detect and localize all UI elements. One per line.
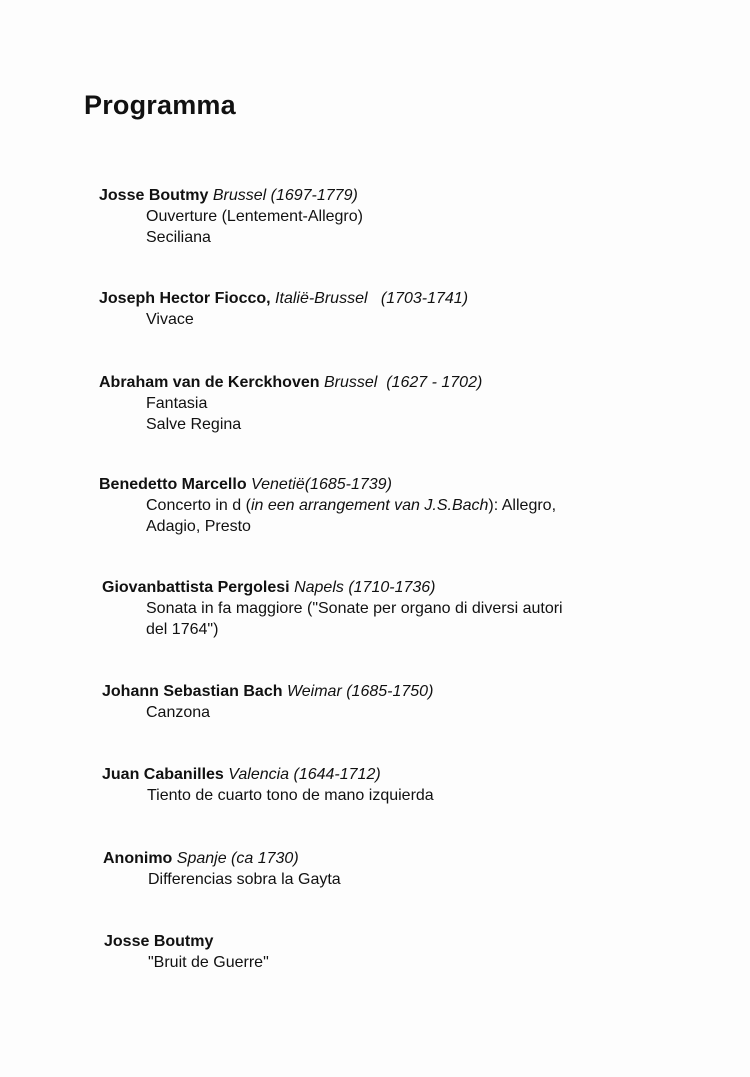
composer-place-dates: Spanje (ca 1730) (176, 850, 299, 867)
composer-place-dates: Brussel (1627 - 1702) (323, 374, 483, 391)
work-title: "Bruit de Guerre" (148, 954, 269, 971)
composer-line (99, 288, 468, 309)
composer-name: Benedetto Marcello (99, 476, 247, 493)
composer-line (99, 372, 482, 393)
work-title-continued: del 1764") (146, 621, 219, 638)
work-title: Sonata in fa maggiore ("Sonate per organo di diversi autori (146, 600, 563, 617)
program-entry-marcello (99, 474, 556, 537)
composer-name: Anonimo (103, 850, 173, 867)
composer-name: Josse Boutmy (99, 187, 209, 204)
composer-line (99, 185, 363, 206)
work-title: Ouverture (Lentement-Allegro) (146, 208, 363, 225)
work-title: Differencias sobra la Gayta (148, 871, 341, 888)
program-entry-cabanilles (102, 764, 434, 806)
program-entry-pergolesi (102, 577, 563, 640)
composer-name: Juan Cabanilles (102, 766, 224, 783)
program-entry-boutmy-finale (104, 931, 269, 973)
work-title: Canzona (146, 704, 211, 721)
page-title: Programma (84, 90, 236, 120)
composer-line (99, 474, 556, 495)
program-entry-anonimo (103, 848, 341, 890)
composer-name: Johann Sebastian Bach (102, 683, 283, 700)
composer-place-dates: Napels (1710-1736) (294, 579, 436, 596)
composer-line (102, 764, 434, 785)
composer-place-dates: Weimar (1685-1750) (286, 683, 434, 700)
program-entry-bach (102, 681, 433, 723)
work-text: ): Allegro, (488, 497, 557, 514)
work-title: Fantasia (146, 395, 208, 412)
work-title: Salve Regina (146, 416, 242, 433)
composer-line (103, 848, 341, 869)
composer-place-dates: Italië-Brussel (1703-1741) (275, 290, 469, 307)
composer-place-dates: Brussel (1697-1779) (212, 187, 358, 204)
program-entry-kerckhoven (99, 372, 482, 435)
composer-name: Joseph Hector Fiocco, (99, 290, 271, 307)
work-arrangement-note: in een arrangement van J.S.Bach (250, 497, 489, 514)
composer-name: Josse Boutmy (104, 933, 214, 950)
work-title (146, 495, 556, 516)
work-title: Vivace (146, 311, 194, 328)
work-title-continued: Adagio, Presto (146, 518, 251, 535)
program-entry-boutmy (99, 185, 363, 248)
composer-name: Giovanbattista Pergolesi (102, 579, 290, 596)
composer-name: Abraham van de Kerckhoven (99, 374, 320, 391)
composer-line (102, 681, 433, 702)
program-entry-fiocco (99, 288, 468, 330)
composer-line (102, 577, 563, 598)
work-text: Concerto in d ( (146, 497, 251, 514)
work-title: Tiento de cuarto tono de mano izquierda (147, 787, 434, 804)
composer-place-dates: Valencia (1644-1712) (228, 766, 381, 783)
work-title: Seciliana (146, 229, 211, 246)
composer-place-dates: Venetië(1685-1739) (251, 476, 392, 493)
composer-line (104, 931, 269, 952)
